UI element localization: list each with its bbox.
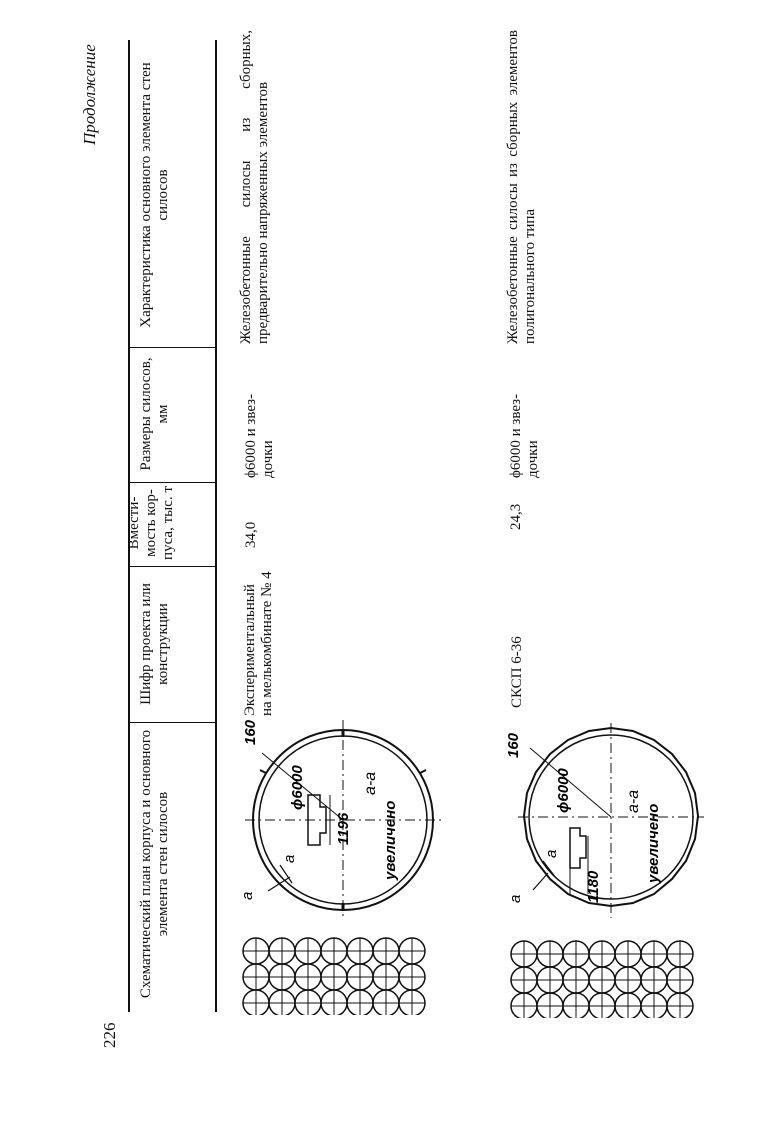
header-sizes: Размеры силосов, мм	[138, 357, 171, 471]
continuation-label: Продолжение	[80, 44, 99, 145]
header-separator-1	[128, 722, 216, 723]
row1-sizes: ϕ6000 и звез-дочки	[243, 393, 276, 478]
row2-diameter-label: ϕ6000	[555, 768, 572, 813]
header-characteristic: Характеристика основного элемента стен силосов	[138, 62, 171, 328]
row2-section-mark-1: а	[507, 894, 524, 903]
row1-section-label: а-а	[362, 771, 379, 795]
row2-section-mark-2: а	[543, 849, 560, 858]
row2-silo-polygon	[518, 723, 704, 918]
row2-wall-label: 160	[505, 732, 522, 758]
row1-section-mark-1: а	[239, 891, 256, 900]
row2-silo-array	[511, 941, 693, 1018]
row2-element-label: 1180	[585, 870, 602, 903]
header-code: Шифр проекта или конструкции	[138, 583, 171, 705]
row1-silo-array	[243, 938, 425, 1015]
row2-characteristic: Железобетонные силосы из сборных элементов полигонального типа	[505, 30, 538, 344]
header-scheme: Схематический план корпуса и основного элемента стен силосов	[138, 729, 171, 999]
row2-sizes: ϕ6000 и звез-дочки	[508, 393, 541, 478]
table-rule-header-bottom	[215, 40, 217, 1012]
row2-note-label: увеличено	[645, 803, 662, 883]
header-separator-2	[128, 566, 216, 567]
row2-silo-plan-drawing	[498, 718, 718, 1018]
row1-diameter-label: ϕ6000	[289, 765, 306, 810]
row1-wall-label: 160	[242, 719, 259, 745]
page-number: 226	[100, 1022, 119, 1048]
row1-note-label: увеличено	[382, 800, 399, 880]
row1-section-mark-2: а	[281, 854, 298, 863]
row1-code: Экспериментальный на мелькомбинате № 4	[242, 571, 275, 716]
row1-characteristic: Железобетонные силосы из сборных, предварительно напряженных элементов	[238, 30, 271, 344]
header-capacity: Вмести-мость кор-пуса, тыс. т	[126, 486, 176, 560]
row1-silo-plan-drawing	[230, 715, 450, 1015]
row2-section-label: а-а	[625, 789, 642, 813]
row2-code: СКСП 6-36	[509, 636, 525, 708]
row1-capacity: 34,0	[243, 521, 259, 548]
row1-element-label: 1196	[335, 812, 352, 845]
header-separator-4	[128, 347, 216, 348]
row2-capacity: 24,3	[508, 503, 524, 530]
header-separator-3	[128, 482, 216, 483]
